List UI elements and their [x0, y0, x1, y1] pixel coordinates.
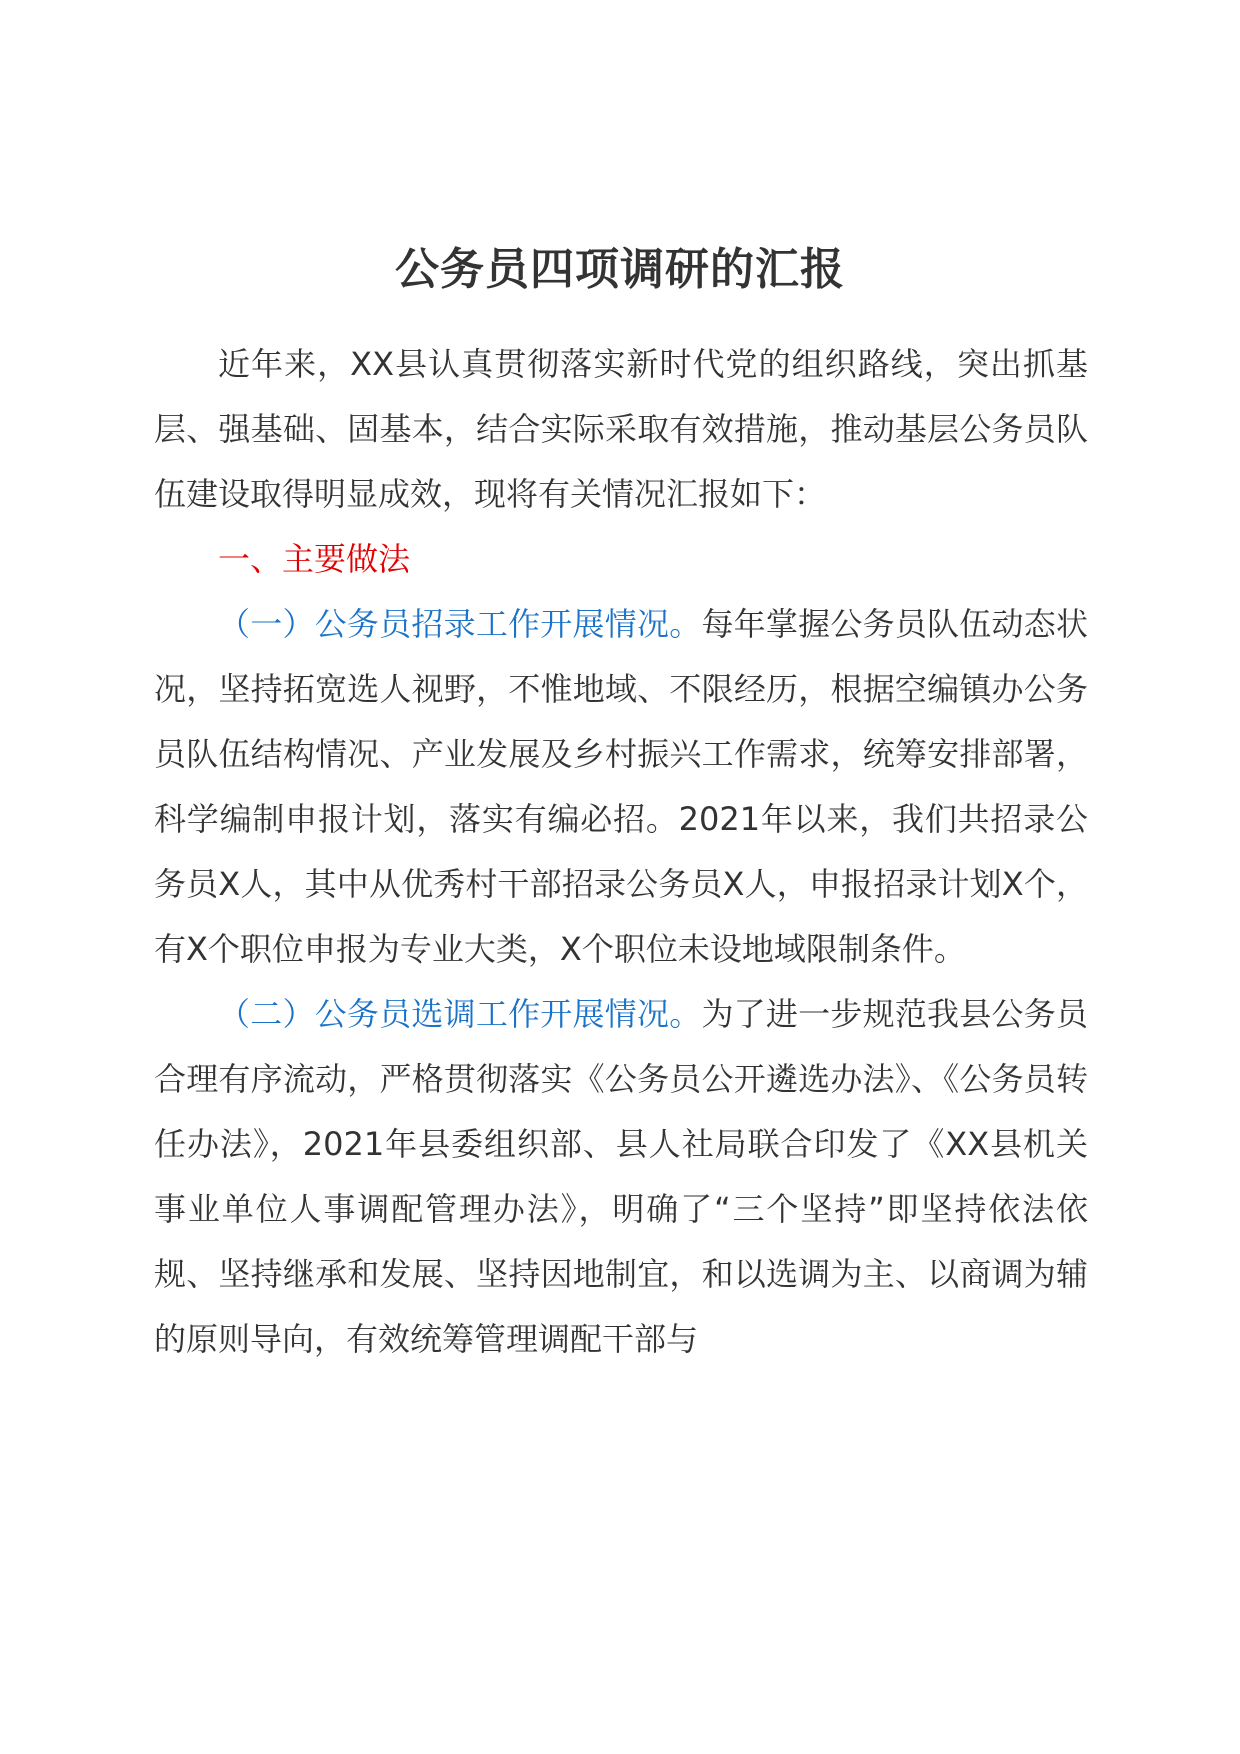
- subsection-transfer-paragraph: [154, 982, 1088, 1372]
- subsection-transfer-text: 为了进一步规范我县公务员合理有序流动，严格贯彻落实《公务员公开遴选办法》、《公务员转任办法》，2021年县委组织部、县人社局联合印发了《XX县机关事业单位人事调配管理办法》，明确了“三个坚持”即坚持依法依规、坚持继承和发展、坚持因地制宜，和以选调为主、以商调为辅的原则导向，有效统筹管理调配干部与: [154, 995, 1088, 1358]
- subsection-transfer-heading: （二）公务员选调工作开展情况。: [218, 995, 702, 1033]
- section-heading-main-practices: 一、主要做法: [218, 540, 411, 578]
- document-body: [154, 332, 1088, 1372]
- subsection-recruitment-paragraph: [154, 592, 1088, 982]
- subsection-recruitment-text: 每年掌握公务员队伍动态状况，坚持拓宽选人视野，不惟地域、不限经历，根据空编镇办公务员队伍结构情况、产业发展及乡村振兴工作需求，统筹安排部署，科学编制申报计划，落实有编必招。2021年以来，我们共招录公务员X人，其中从优秀村干部招录公务员X人，申报招录计划X个，有X个职位申报为专业大类，X个职位未设地域限制条件。: [154, 605, 1088, 968]
- document-title: 公务员四项调研的汇报: [395, 244, 845, 295]
- intro-paragraph: 近年来，XX县认真贯彻落实新时代党的组织路线，突出抓基层、强基础、固基本，结合实际采取有效措施，推动基层公务员队伍建设取得明显成效，现将有关情况汇报如下：: [154, 345, 1088, 513]
- subsection-recruitment-heading: （一）公务员招录工作开展情况。: [218, 605, 702, 643]
